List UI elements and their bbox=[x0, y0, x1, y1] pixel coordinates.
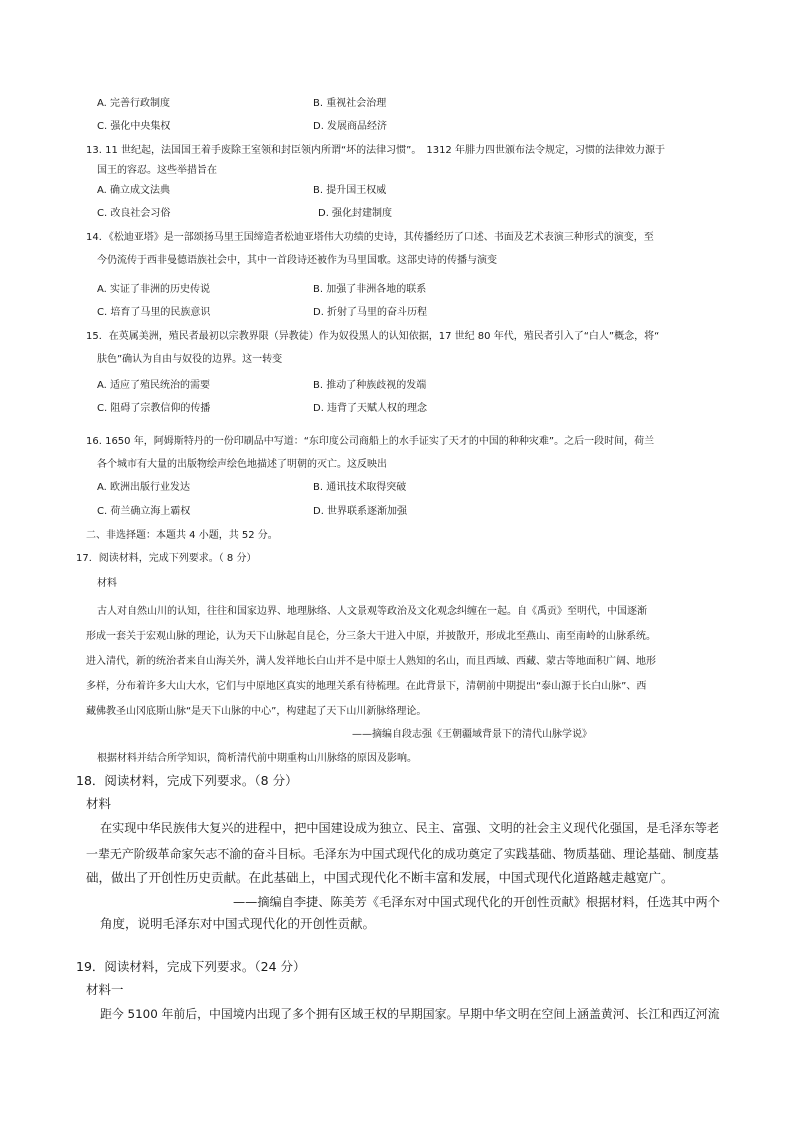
q13-stem-line2: 国王的容忍。这些举措旨在 bbox=[97, 165, 217, 176]
q16-stem-line2: 各个城市有大量的出版物绘声绘色地描述了明朝的灭亡。这反映出 bbox=[97, 459, 387, 470]
q18-paragraph-line3: 础，做出了开创性历史贡献。在此基础上，中国式现代化不断丰富和发展，中国式现代化道路越走越宽广。 bbox=[86, 870, 674, 885]
q18-material-label: 材料 bbox=[86, 796, 112, 811]
q16-stem-line1: 16. 1650 年，阿姆斯特丹的一份印刷品中写道：“东印度公司商船上的水手证实了天才的中国的种种灾难”。之后一段时间，荷兰 bbox=[86, 436, 655, 447]
q18-paragraph-line2: 一辈无产阶级革命家矢志不渝的奋斗目标。毛泽东为中国式现代化的成功奠定了实践基础、物质基础、理论基础、制度基 bbox=[86, 847, 719, 861]
q18-title: 18．阅读材料，完成下列要求。（8 分） bbox=[76, 773, 298, 788]
q16-option-b: B. 通讯技术取得突破 bbox=[313, 482, 407, 493]
q14-option-d: D. 折射了马里的奋斗历程 bbox=[313, 307, 428, 318]
q12-option-b: B. 重视社会治理 bbox=[313, 98, 387, 109]
q17-paragraph-line4: 多样，分布着许多大山大水，它们与中原地区真实的地理关系有待梳理。在此背景下，清朝前中期提出“泰山源于长白山脉”、西 bbox=[86, 681, 647, 692]
q17-paragraph-line3: 进入清代，新的统治者来自山海关外，满人发祥地长白山并不是中原士人熟知的名山，而且西域、西藏、蒙古等地面积广阔、地形 bbox=[86, 656, 656, 667]
q17-paragraph-line1: 古人对自然山川的认知，往往和国家边界、地理脉络、人文景观等政治及文化观念纠缠在一起。自《禹贡》至明代，中国逐渐 bbox=[97, 606, 647, 617]
q18-requirement: 角度，说明毛泽东对中国式现代化的开创性贡献。 bbox=[100, 916, 376, 931]
q17-material-label: 材料 bbox=[97, 578, 117, 589]
q14-stem-line1: 14．《松迪亚塔》是一部颂扬马里王国缔造者松迪亚塔伟大功绩的史诗，其传播经历了口述、书面及艺术表演三种形式的演变，至 bbox=[86, 232, 654, 243]
q13-option-b: B. 提升国王权威 bbox=[313, 185, 387, 196]
q14-option-a: A. 实证了非洲的历史传说 bbox=[97, 284, 211, 295]
q13-option-c: C. 改良社会习俗 bbox=[97, 208, 171, 219]
q16-option-d: D. 世界联系逐渐加强 bbox=[313, 506, 408, 517]
q12-option-a: A. 完善行政制度 bbox=[97, 98, 171, 109]
q15-stem-line2: 肤色”确认为自由与奴役的边界。这一转变 bbox=[97, 354, 283, 365]
q13-option-d: D. 强化封建制度 bbox=[318, 208, 393, 219]
q12-option-c: C. 强化中央集权 bbox=[97, 121, 171, 132]
q14-option-b: B. 加强了非洲各地的联系 bbox=[313, 284, 427, 295]
q17-requirement: 根据材料并结合所学知识，简析清代前中期重构山川脉络的原因及影响。 bbox=[97, 753, 417, 764]
q19-title: 19．阅读材料，完成下列要求。（24 分） bbox=[76, 959, 306, 974]
q18-paragraph-line1: 在实现中华民族伟大复兴的进程中，把中国建设成为独立、民主、富强、文明的社会主义现代化强国，是毛泽东等老 bbox=[100, 821, 720, 835]
q17-paragraph-line2: 形成一套关于宏观山脉的理论，认为天下山脉起自昆仑，分三条大干进入中原，并披散开，形成北至燕山、南至南岭的山脉系统。 bbox=[86, 631, 656, 642]
q16-option-c: C. 荷兰确立海上霸权 bbox=[97, 506, 191, 517]
q15-option-a: A. 适应了殖民统治的需要 bbox=[97, 380, 211, 391]
q19-material-label: 材料一 bbox=[86, 982, 124, 997]
q12-option-d: D. 发展商品经济 bbox=[313, 121, 388, 132]
q19-paragraph-line1: 距今 5100 年前后，中国境内出现了多个拥有区域王权的早期国家。早期中华文明在空间上涵盖黄河、长江和西辽河流 bbox=[100, 1007, 720, 1021]
q16-option-a: A. 欧洲出版行业发达 bbox=[97, 482, 191, 493]
q13-option-a: A. 确立成文法典 bbox=[97, 185, 171, 196]
q14-stem-line2: 今仍流传于西非曼德语族社会中，其中一首段诗还被作为马里国歌。这部史诗的传播与演变 bbox=[97, 255, 497, 266]
q13-stem-line1: 13. 11 世纪起，法国国王着手废除王室领和封臣领内所谓“坏的法律习惯”。 1312 年腓力四世颁布法令规定，习惯的法律效力源于 bbox=[86, 145, 665, 156]
q18-source: ——摘编自李捷、陈美芳《毛泽东对中国式现代化的开创性贡献》根据材料，任选其中两个 bbox=[233, 895, 720, 909]
q17-paragraph-line5: 藏佛教圣山冈底斯山脉“是天下山脉的中心”，构建起了天下山川新脉络理论。 bbox=[86, 706, 427, 717]
q17-source: ——摘编自段志强《王朝疆域背景下的清代山脉学说》 bbox=[352, 729, 592, 740]
q15-option-c: C. 阻碍了宗教信仰的传播 bbox=[97, 403, 211, 414]
q17-title: 17．阅读材料，完成下列要求。（ 8 分） bbox=[76, 553, 257, 564]
q15-option-d: D. 违背了天赋人权的理念 bbox=[313, 403, 428, 414]
q15-stem-line1: 15．在英属美洲，殖民者最初以宗教界限（异教徒）作为奴役黑人的认知依据，17 世纪 80 年代，殖民者引入了“白人”概念，将“ bbox=[86, 331, 660, 342]
q15-option-b: B. 推动了种族歧视的发端 bbox=[313, 380, 427, 391]
q14-option-c: C. 培育了马里的民族意识 bbox=[97, 307, 211, 318]
section-heading: 二、非选择题：本题共 4 小题，共 52 分。 bbox=[86, 530, 278, 541]
